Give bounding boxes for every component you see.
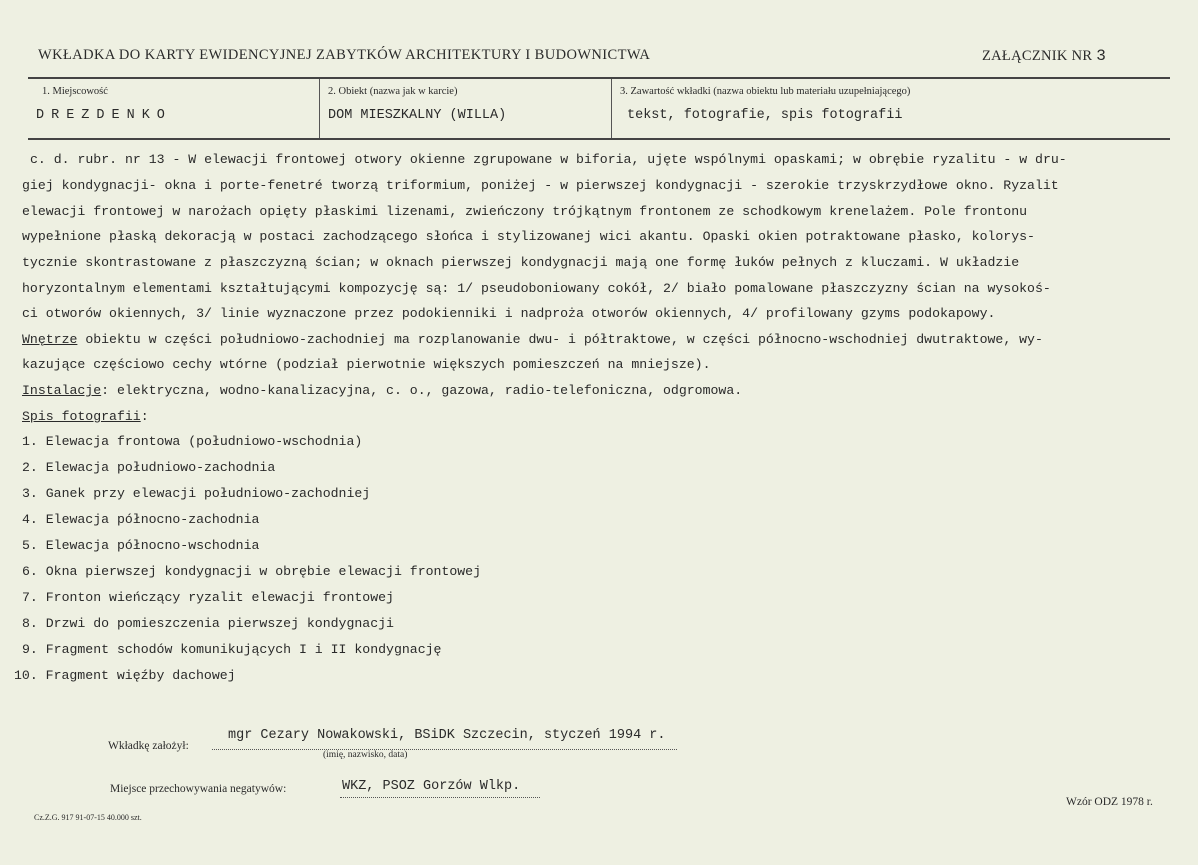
wnetrze-text-1: obiektu w części południowo-zachodniej ma rozplanowanie dwu- i półtraktowe, w części północno-wschodniej dwutraktowe, wy- bbox=[77, 332, 1043, 347]
body-line-5: tycznie skontrastowane z płaszczyzną ścian; w oknach pierwszej kondygnacji mają one formę łuków pełnych z kluczami. W układzie bbox=[22, 255, 1020, 270]
photo-item-3: 3. Ganek przy elewacji południowo-zachodniej bbox=[22, 486, 371, 501]
header-rule-bottom bbox=[28, 138, 1170, 140]
instalacje-line bbox=[22, 383, 742, 398]
instalacje-heading: Instalacje bbox=[22, 383, 102, 398]
body-line-2: giej kondygnacji- okna i porte-fenetré tworzą triformium, poniżej - w pierwszej kondygnacji - szerokie trzyskrzydłowe okno. Ryzalit bbox=[22, 178, 1059, 193]
photo-item-6: 6. Okna pierwszej kondygnacji w obrębie elewacji frontowej bbox=[22, 564, 481, 579]
wnetrze-heading: Wnętrze bbox=[22, 332, 78, 347]
form-title: WKŁADKA DO KARTY EWIDENCYJNEJ ZABYTKÓW ARCHITEKTURY I BUDOWNICTWA bbox=[38, 47, 651, 63]
miejsce-value: WKZ, PSOZ Gorzów Wlkp. bbox=[342, 779, 521, 794]
body-line-4: wypełnione płaską dekoracją w postaci zachodzącego słońca i stylizowanej wici akantu. Opaski okien potraktowane płasko, kolorys- bbox=[22, 229, 1035, 244]
form-template-label: Wzór ODZ 1978 r. bbox=[1066, 796, 1153, 808]
photo-item-7: 7. Fronton wieńczący ryzalit elewacji frontowej bbox=[22, 590, 394, 605]
header-rule-top bbox=[28, 77, 1170, 79]
body-line-1: c. d. rubr. nr 13 - W elewacji frontowej otwory okienne zgrupowane w biforia, ujęte wspólnymi opaskami; w obrębie ryzalitu - w dru- bbox=[30, 152, 1067, 167]
body-line-3: elewacji frontowej w narożach opięty płaskimi lizenami, zwieńczony trójkątnym frontonem ze schodkowym krenelażem. Pole frontonu bbox=[22, 204, 1028, 219]
zawartosc-label: 3. Zawartość wkładki (nazwa obiektu lub materiału uzupełniającego) bbox=[620, 86, 911, 97]
photo-item-5: 5. Elewacja północno-wschodnia bbox=[22, 538, 260, 553]
wnetrze-line-2: kazujące częściowo cechy wtórne (podział pierwotnie większych pomieszczeń na mniejsze). bbox=[22, 357, 711, 372]
zalozyl-dotted-line bbox=[212, 749, 677, 750]
spis-colon: : bbox=[140, 409, 149, 424]
photo-item-8: 8. Drzwi do pomieszczenia pierwszej kondygnacji bbox=[22, 616, 394, 631]
body-line-6: horyzontalnym elementami kształtującymi kompozycję są: 1/ pseudoboniowany cokół, 2/ biało pomalowane płaszczyzny ścian na wysokoś- bbox=[22, 281, 1051, 296]
photo-item-1: 1. Elewacja frontowa (południowo-wschodnia) bbox=[22, 434, 363, 449]
zawartosc-value: tekst, fotografie, spis fotografii bbox=[627, 108, 903, 123]
photo-item-2: 2. Elewacja południowo-zachodnia bbox=[22, 460, 276, 475]
instalacje-text: : elektryczna, wodno-kanalizacyjna, c. o., gazowa, radio-telefoniczna, odgromowa. bbox=[101, 383, 743, 398]
annex-label bbox=[982, 47, 1106, 65]
zalozyl-hint: (imię, nazwisko, data) bbox=[323, 750, 408, 760]
photo-item-9: 9. Fragment schodów komunikujących I i II kondygnację bbox=[22, 642, 442, 657]
wnetrze-line-1 bbox=[22, 332, 1043, 347]
photo-item-10: 10. Fragment więźby dachowej bbox=[14, 668, 236, 683]
print-info: Cz.Z.G. 917 91-07-15 40.000 szt. bbox=[34, 813, 142, 822]
annex-number: 3 bbox=[1096, 47, 1107, 65]
zalozyl-label: Wkładkę założył: bbox=[108, 740, 189, 752]
miejscowosc-label: 1. Miejscowość bbox=[42, 86, 108, 97]
annex-label-text: ZAŁĄCZNIK NR bbox=[982, 48, 1093, 64]
photo-item-4: 4. Elewacja północno-zachodnia bbox=[22, 512, 260, 527]
miejsce-dotted-line bbox=[340, 797, 540, 798]
spis-heading: Spis fotografii bbox=[22, 409, 141, 424]
zalozyl-value: mgr Cezary Nowakowski, BSiDK Szczecin, styczeń 1994 r. bbox=[228, 728, 666, 743]
column-divider-1 bbox=[319, 79, 320, 138]
body-line-7: ci otworów okiennych, 3/ linie wyznaczone przez podokienniki i nadproża otworów okiennych, 4/ profilowany gzyms podokapowy. bbox=[22, 306, 996, 321]
obiekt-value: DOM MIESZKALNY (WILLA) bbox=[328, 108, 507, 123]
miejsce-label: Miejsce przechowywania negatywów: bbox=[110, 783, 287, 795]
obiekt-label: 2. Obiekt (nazwa jak w karcie) bbox=[328, 86, 458, 97]
column-divider-2 bbox=[611, 79, 612, 138]
miejscowosc-value: DREZDENKO bbox=[36, 108, 172, 123]
spis-heading-line bbox=[22, 409, 149, 424]
